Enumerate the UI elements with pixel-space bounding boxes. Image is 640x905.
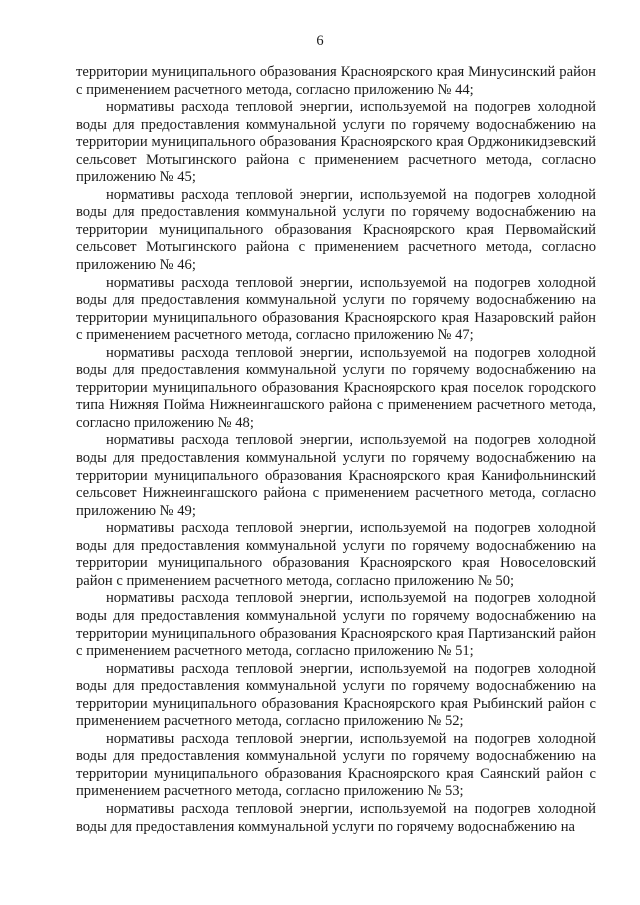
paragraph: нормативы расхода тепловой энергии, используемой на подогрев холодной воды для предоставления коммунальной услуги по горячему водоснабжению на территории муниципального образования Красноярского края Саянский район с применением расчетного метода, согласно приложению № 53;	[76, 730, 596, 800]
paragraph: нормативы расхода тепловой энергии, используемой на подогрев холодной воды для предоставления коммунальной услуги по горячему водоснабжению на территории муниципального образования Красноярского края Назаровский район с применением расчетного метода, согласно приложению № 47;	[76, 274, 596, 344]
paragraph: территории муниципального образования Красноярского края Минусинский район с применением расчетного метода, согласно приложению № 44;	[76, 64, 596, 98]
paragraph: нормативы расхода тепловой энергии, используемой на подогрев холодной воды для предоставления коммунальной услуги по горячему водоснабжению на территории муниципального образования Красноярского края Рыбинский район с применением расчетного метода, согласно приложению № 52;	[76, 660, 596, 730]
paragraph: нормативы расхода тепловой энергии, используемой на подогрев холодной воды для предоставления коммунальной услуги по горячему водоснабжению на территории муниципального образования Красноярского края Первомайский сельсовет Мотыгинского района с применением расчетного метода, согласно приложению № 46;	[76, 186, 596, 274]
paragraph: нормативы расхода тепловой энергии, используемой на подогрев холодной воды для предоставления коммунальной услуги по горячему водоснабжению на	[76, 800, 596, 835]
document-body	[76, 64, 596, 836]
paragraph: нормативы расхода тепловой энергии, используемой на подогрев холодной воды для предоставления коммунальной услуги по горячему водоснабжению на территории муниципального образования Красноярского края Новоселовский район с применением расчетного метода, согласно приложению № 50;	[76, 520, 596, 589]
paragraph: нормативы расхода тепловой энергии, используемой на подогрев холодной воды для предоставления коммунальной услуги по горячему водоснабжению на территории муниципального образования Красноярского края поселок городского типа Нижняя Пойма Нижнеингашского района с применением расчетного метода, согласно приложению № 48;	[76, 344, 596, 431]
paragraph: нормативы расхода тепловой энергии, используемой на подогрев холодной воды для предоставления коммунальной услуги по горячему водоснабжению на территории муниципального образования Красноярского края Канифольнинский сельсовет Нижнеингашского района с применением расчетного метода, согласно приложению № 49;	[76, 432, 596, 519]
page-number: 6	[316, 33, 324, 49]
paragraph: нормативы расхода тепловой энергии, используемой на подогрев холодной воды для предоставления коммунальной услуги по горячему водоснабжению на территории муниципального образования Красноярского края Партизанский район с применением расчетного метода, согласно приложению № 51;	[76, 590, 596, 660]
paragraph: нормативы расхода тепловой энергии, используемой на подогрев холодной воды для предоставления коммунальной услуги по горячему водоснабжению на территории муниципального образования Красноярского края Орджоникидзевский сельсовет Мотыгинского района с применением расчетного метода, согласно приложению № 45;	[76, 99, 596, 186]
